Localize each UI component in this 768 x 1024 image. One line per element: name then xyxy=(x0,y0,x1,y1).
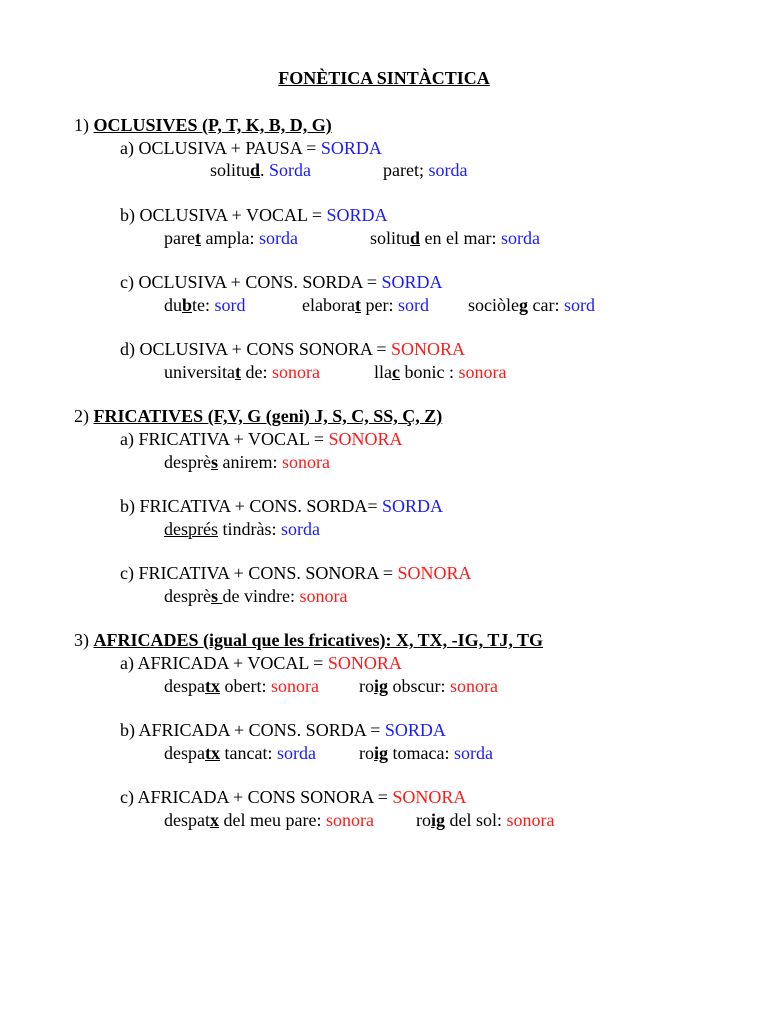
example-text: paret; xyxy=(383,160,429,180)
example-1c-3 xyxy=(468,294,595,316)
section-3-heading xyxy=(74,629,543,651)
example-text: car: xyxy=(528,295,564,315)
example-text: universita xyxy=(164,362,235,382)
rule-label: b) FRICATIVA + CONS. SORDA= xyxy=(120,496,383,516)
rule-label: d) OCLUSIVA + CONS SONORA = xyxy=(120,339,392,359)
example-text: ro xyxy=(359,743,374,763)
example-highlight: s xyxy=(210,586,223,606)
page-title: FONÈTICA SINTÀCTICA xyxy=(278,68,490,88)
section-2-heading xyxy=(74,405,442,427)
example-result: sord xyxy=(563,295,595,315)
example-highlight: t xyxy=(234,362,241,382)
example-text: desprè xyxy=(164,452,211,472)
rule-result: SONORA xyxy=(327,653,402,673)
example-1d-2 xyxy=(374,361,507,383)
example-highlight: d xyxy=(410,228,421,248)
example-result: sord xyxy=(214,295,246,315)
section-number: 2) xyxy=(74,406,94,426)
example-3b-1 xyxy=(164,742,316,764)
section-title: OCLUSIVES (P, T, K, B, D, G) xyxy=(93,115,332,135)
example-text: solitu xyxy=(210,160,251,180)
example-highlight: s xyxy=(210,452,218,472)
example-result: sorda xyxy=(276,743,316,763)
rule-result: SORDA xyxy=(382,496,444,516)
rule-result: SONORA xyxy=(392,787,467,807)
example-3b-2 xyxy=(359,742,493,764)
rule-result: SONORA xyxy=(391,339,466,359)
example-2b-1 xyxy=(164,518,320,540)
example-text: de vindre: xyxy=(222,586,300,606)
example-text: desprè xyxy=(164,586,211,606)
section-title: AFRICADES (igual que les fricatives): X, TX, -IG, TJ, TG xyxy=(93,630,544,650)
example-text: en el mar: xyxy=(420,228,501,248)
example-3a-1 xyxy=(164,675,319,697)
example-result: sonora xyxy=(450,676,499,696)
example-1d-1 xyxy=(164,361,320,383)
rule-1d xyxy=(120,338,465,360)
example-result: sonora xyxy=(506,810,555,830)
example-text: du xyxy=(164,295,182,315)
example-text: sociòle xyxy=(468,295,519,315)
example-1c-1 xyxy=(164,294,246,316)
example-3c-2 xyxy=(416,809,555,831)
rule-1b xyxy=(120,204,388,226)
example-text: bonic : xyxy=(400,362,459,382)
example-highlight: d xyxy=(250,160,261,180)
rule-result: SONORA xyxy=(328,429,403,449)
example-result: sonora xyxy=(270,676,319,696)
example-text: obscur: xyxy=(388,676,451,696)
example-1b-2 xyxy=(370,227,540,249)
section-number: 3) xyxy=(74,630,94,650)
example-highlight: g xyxy=(519,295,528,315)
example-2a-1 xyxy=(164,451,330,473)
example-result: sorda xyxy=(280,519,320,539)
example-text: del meu pare: xyxy=(218,810,326,830)
example-highlight: tx xyxy=(204,743,220,763)
rule-2b xyxy=(120,495,443,517)
example-result: sorda xyxy=(428,160,468,180)
rule-2a xyxy=(120,428,403,450)
example-result: sorda xyxy=(501,228,540,248)
example-text: tindràs: xyxy=(217,519,281,539)
example-text: pare xyxy=(164,228,195,248)
rule-label: a) OCLUSIVA + PAUSA = xyxy=(120,138,321,158)
example-text: tancat: xyxy=(219,743,277,763)
example-result: sonora xyxy=(325,810,374,830)
rule-1c xyxy=(120,271,443,293)
example-highlight: x xyxy=(209,810,219,830)
rule-label: b) OCLUSIVA + VOCAL = xyxy=(120,205,327,225)
rule-label: a) FRICATIVA + VOCAL = xyxy=(120,429,329,449)
rule-result: SORDA xyxy=(381,272,443,292)
rule-2c xyxy=(120,562,472,584)
example-text: després xyxy=(164,519,218,539)
example-result: Sorda xyxy=(269,160,312,180)
example-text: despa xyxy=(164,676,205,696)
section-number: 1) xyxy=(74,115,94,135)
example-result: sord xyxy=(397,295,429,315)
example-text: ro xyxy=(359,676,374,696)
section-1-heading xyxy=(74,114,332,136)
example-text: obert: xyxy=(219,676,271,696)
example-result: sonora xyxy=(458,362,507,382)
rule-result: SORDA xyxy=(326,205,388,225)
example-text: solitu xyxy=(370,228,411,248)
example-1b-1 xyxy=(164,227,298,249)
example-highlight: ig xyxy=(431,810,446,830)
example-text: elabora xyxy=(302,295,355,315)
example-highlight: ig xyxy=(374,676,389,696)
example-highlight: t xyxy=(194,228,201,248)
rule-result: SONORA xyxy=(397,563,472,583)
example-result: sorda xyxy=(454,743,493,763)
example-text: tomaca: xyxy=(388,743,454,763)
example-2c-1 xyxy=(164,585,347,607)
example-highlight: ig xyxy=(374,743,389,763)
rule-1a xyxy=(120,137,382,159)
rule-label: c) AFRICADA + CONS SONORA = xyxy=(120,787,393,807)
section-title: FRICATIVES (F,V, G (geni) J, S, C, SS, Ç, Z) xyxy=(93,406,443,426)
example-result: sorda xyxy=(258,228,298,248)
example-text: despa xyxy=(164,743,205,763)
rule-label: c) FRICATIVA + CONS. SONORA = xyxy=(120,563,398,583)
rule-3b xyxy=(120,719,446,741)
example-result: sonora xyxy=(271,362,320,382)
rule-label: c) OCLUSIVA + CONS. SORDA = xyxy=(120,272,382,292)
rule-3c xyxy=(120,786,466,808)
example-text: ro xyxy=(416,810,431,830)
example-1a-2 xyxy=(383,159,467,181)
example-text: anirem: xyxy=(218,452,282,472)
example-text: del sol: xyxy=(445,810,507,830)
example-highlight: b xyxy=(182,295,193,315)
example-3c-1 xyxy=(164,809,374,831)
rule-label: b) AFRICADA + CONS. SORDA = xyxy=(120,720,385,740)
example-result: sonora xyxy=(281,452,330,472)
example-highlight: tx xyxy=(204,676,220,696)
example-text: te: xyxy=(192,295,215,315)
example-3a-2 xyxy=(359,675,498,697)
example-text: per: xyxy=(360,295,398,315)
example-1a-1 xyxy=(210,159,311,181)
example-text: de: xyxy=(240,362,272,382)
rule-label: a) AFRICADA + VOCAL = xyxy=(120,653,328,673)
example-text: . xyxy=(260,160,270,180)
example-text: despat xyxy=(164,810,210,830)
example-text: ampla: xyxy=(200,228,259,248)
rule-result: SORDA xyxy=(384,720,446,740)
example-text: lla xyxy=(374,362,392,382)
rule-3a xyxy=(120,652,402,674)
example-result: sonora xyxy=(299,586,348,606)
example-highlight: c xyxy=(392,362,400,382)
example-highlight: t xyxy=(354,295,361,315)
rule-result: SORDA xyxy=(320,138,382,158)
example-1c-2 xyxy=(302,294,429,316)
